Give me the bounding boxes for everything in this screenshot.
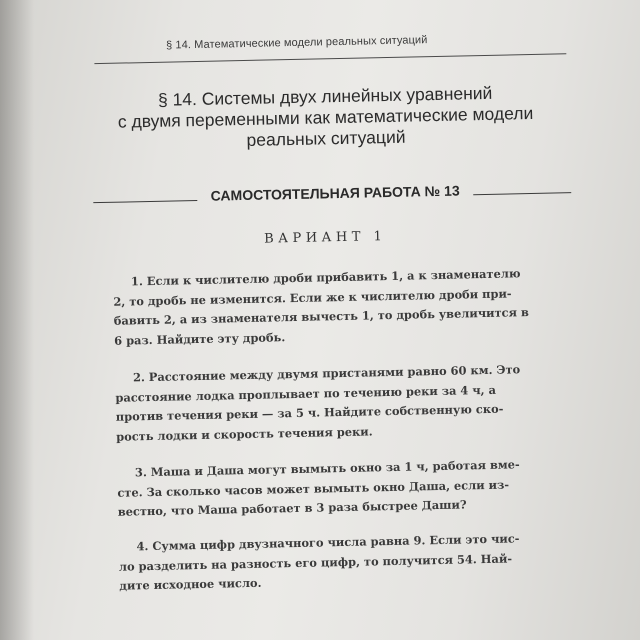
work-heading-rule-left [93, 200, 197, 203]
problem-line: против течения реки — за 5 ч. Найдите собственную ско- [115, 401, 504, 424]
problem-4 [118, 528, 571, 596]
problem-1 [113, 263, 567, 350]
problem-line: бавить 2, а из знаменателя вычесть 1, то дробь увеличится в [113, 305, 529, 328]
problem-3 [117, 454, 570, 522]
problem-line: 2, то дробь не изменится. Если же к числителю дроби при- [113, 285, 512, 309]
section-title-line: с двумя переменными как математические модели [117, 102, 534, 132]
page-shadow [0, 0, 34, 640]
problem-line: расстояние лодка проплывает по течению реки за 4 ч, а [115, 382, 497, 405]
problem-line: 2. Расстояние между двумя пристанями равно 60 км. Это [132, 362, 521, 385]
work-title: САМОСТОЯТЕЛЬНАЯ РАБОТА № 13 [210, 182, 460, 204]
problem-line: дите исходное число. [119, 575, 262, 593]
problem-line: 6 раз. Найдите эту дробь. [114, 329, 286, 348]
section-title-line: реальных ситуаций [246, 126, 406, 150]
section-title-line: § 14. Системы двух линейных уравнений [157, 82, 493, 110]
problem-line: ло разделить на разность его цифр, то получится 54. Най- [118, 550, 513, 574]
problem-2 [115, 359, 569, 446]
section-title [115, 82, 536, 154]
work-heading-rule-right [473, 192, 571, 195]
variant-heading: ВАРИАНТ 1 [263, 229, 387, 247]
problem-line: 4. Сумма цифр двузначного числа равна 9. Если это чис- [136, 531, 520, 554]
problem-line: 3. Маша и Даша могут вымыть окно за 1 ч, работая вме- [134, 457, 520, 480]
page-content [86, 23, 598, 633]
running-head: § 14. Математические модели реальных ситуаций [165, 34, 428, 52]
problem-line: сте. За сколько часов может вымыть окно Даша, если из- [117, 477, 510, 500]
problem-line: рость лодки и скорость течения реки. [116, 423, 373, 444]
problem-line: вестно, что Маша работает в 3 раза быстрее Даши? [117, 497, 467, 519]
header-rule [94, 53, 566, 64]
problem-line: 1. Если к числителю дроби прибавить 1, а к знаменателю [130, 266, 521, 289]
work-heading [89, 180, 579, 210]
